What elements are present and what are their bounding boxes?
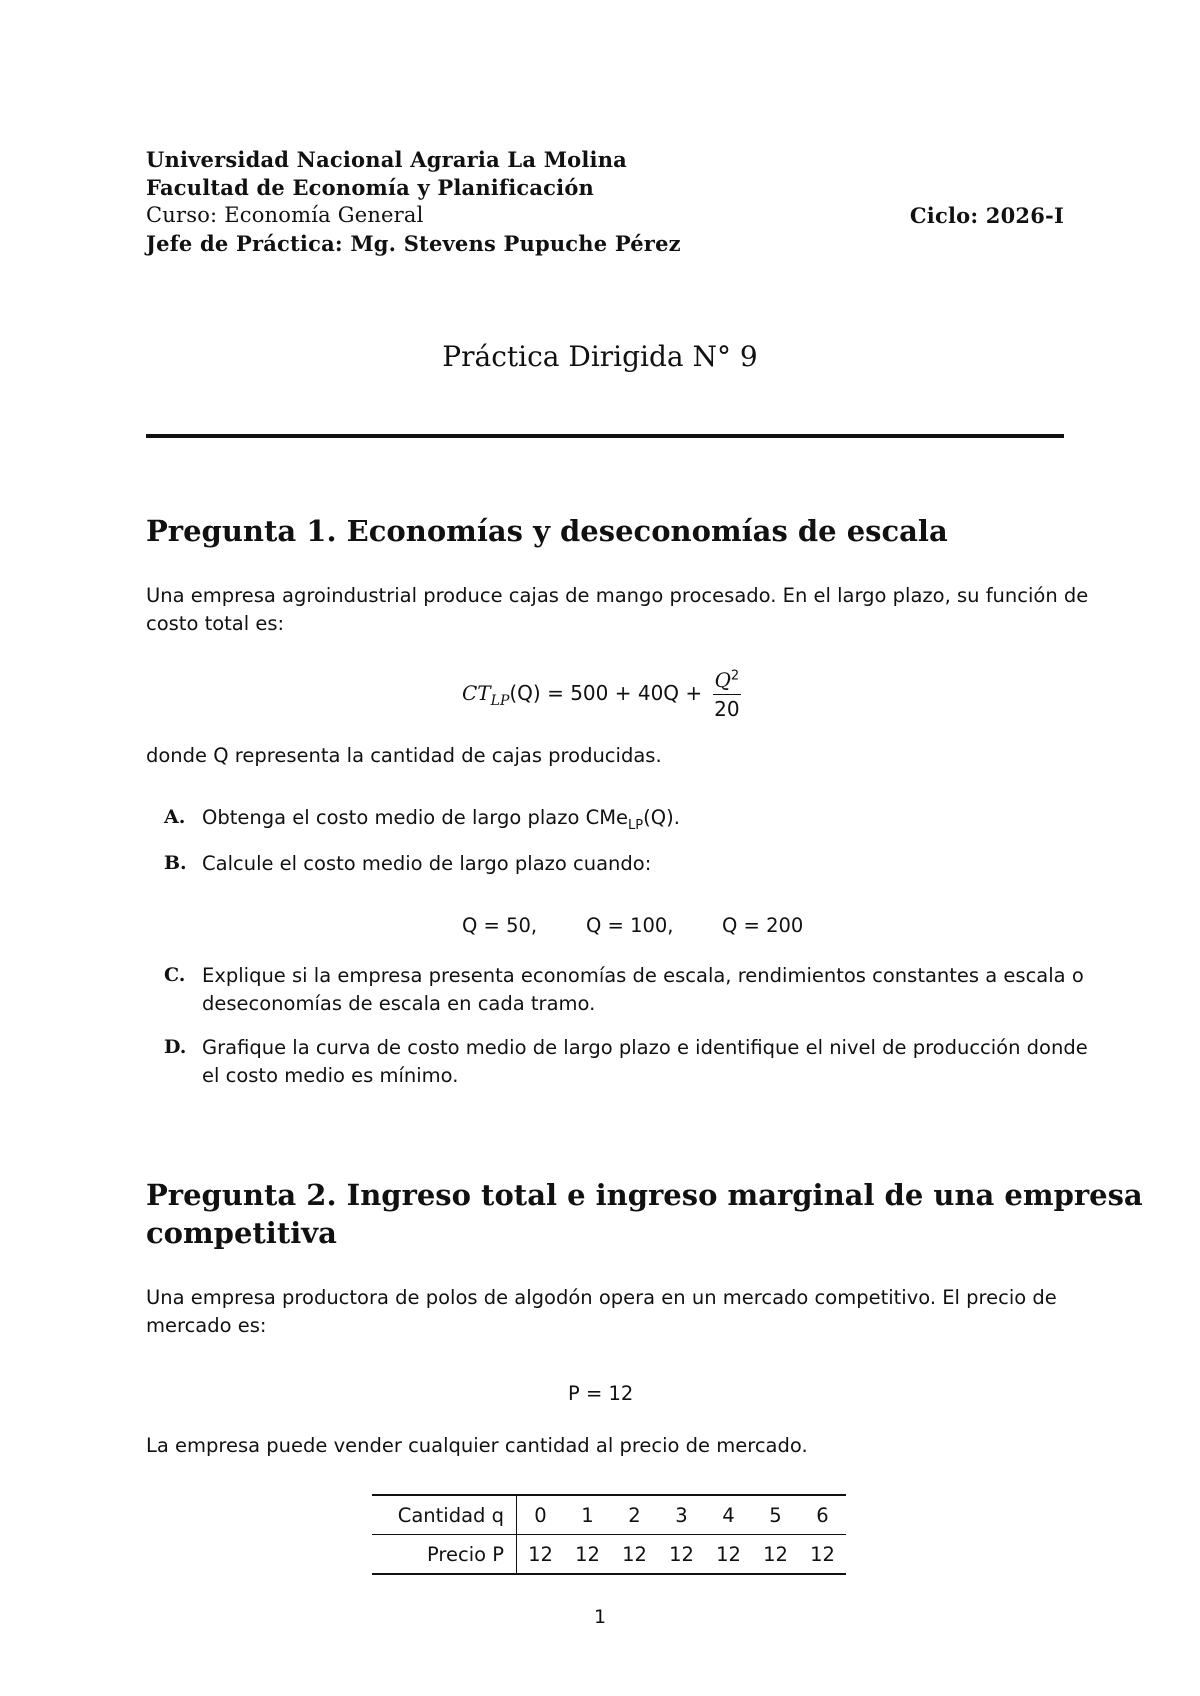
faculty-name: Facultad de Economía y Planificación	[146, 175, 595, 200]
table-cell: 12	[763, 1542, 788, 1566]
course-name: Curso: Economía General	[146, 203, 424, 227]
question-2-title-line-1: Pregunta 2. Ingreso total e ingreso marginal de una empresa	[146, 1178, 1143, 1212]
eq-frac-exp: 2	[730, 668, 740, 684]
item-d-letter: D.	[164, 1036, 187, 1058]
table-row-label: Cantidad q	[372, 1495, 517, 1535]
cost-equation	[462, 668, 741, 721]
q2-intro-line-2: mercado es:	[146, 1314, 267, 1337]
q-value-200: Q = 200	[722, 914, 804, 937]
item-a-text	[202, 806, 680, 833]
table-cell: 12	[716, 1542, 741, 1566]
table-cell: 5	[752, 1495, 799, 1535]
item-a-letter: A.	[164, 806, 186, 828]
eq-rhs: (Q) = 500 + 40Q +	[509, 681, 703, 705]
table-cell: 2	[611, 1495, 658, 1535]
q-value-100: Q = 100,	[586, 914, 674, 937]
page-number: 1	[593, 1606, 607, 1628]
eq-fraction	[713, 668, 742, 721]
item-a-tail: (Q).	[643, 806, 680, 829]
table-cell: 12	[669, 1542, 694, 1566]
page-title: Práctica Dirigida N° 9	[442, 340, 758, 373]
table-cell: 1	[564, 1495, 611, 1535]
q1-intro-line-1: Una empresa agroindustrial produce cajas de mango procesado. En el largo plazo, su función de	[146, 584, 1089, 607]
item-c-letter: C.	[164, 964, 186, 986]
eq-sub: LP	[490, 693, 510, 709]
question-1-title: Pregunta 1. Economías y deseconomías de escala	[146, 514, 948, 548]
eq-frac-num: Q	[714, 668, 731, 692]
eq-frac-den: 20	[714, 697, 740, 721]
instructor-name: Jefe de Práctica: Mg. Stevens Pupuche Pérez	[146, 231, 681, 256]
table-row-label: Precio P	[372, 1535, 517, 1575]
q-value-50: Q = 50,	[462, 914, 538, 937]
item-a-sub: LP	[628, 817, 644, 833]
title-rule	[146, 434, 1064, 438]
table-row	[372, 1535, 846, 1575]
table-cell: 12	[622, 1542, 647, 1566]
price-equation: P = 12	[568, 1382, 634, 1405]
table-cell: 12	[810, 1542, 835, 1566]
q1-after-equation: donde Q representa la cantidad de cajas producidas.	[146, 744, 662, 767]
item-d-line-2: el costo medio es mínimo.	[202, 1064, 459, 1087]
table-cell: 0	[517, 1495, 565, 1535]
cycle-label: Ciclo: 2026-I	[909, 203, 1064, 228]
question-2-title-line-2: competitiva	[146, 1216, 337, 1250]
q2-after-equation: La empresa puede vender cualquier cantidad al precio de mercado.	[146, 1434, 808, 1457]
q2-intro-line-1: Una empresa productora de polos de algodón opera en un mercado competitivo. El precio de	[146, 1286, 1057, 1309]
university-name: Universidad Nacional Agraria La Molina	[146, 147, 627, 172]
eq-ct: CT	[462, 681, 491, 705]
table-cell: 12	[575, 1542, 600, 1566]
quantity-price-table	[372, 1494, 846, 1575]
table-cell: 4	[705, 1495, 752, 1535]
q1-intro-line-2: costo total es:	[146, 612, 285, 635]
item-c-line-2: deseconomías de escala en cada tramo.	[202, 992, 596, 1015]
item-a-main: Obtenga el costo medio de largo plazo CMe	[202, 806, 629, 829]
item-b-text: Calcule el costo medio de largo plazo cuando:	[202, 852, 652, 875]
item-c-line-1: Explique si la empresa presenta economías de escala, rendimientos constantes a escala o	[202, 964, 1084, 987]
item-d-line-1: Grafique la curva de costo medio de largo plazo e identifique el nivel de producción donde	[202, 1036, 1088, 1059]
table-row	[372, 1495, 846, 1535]
table-cell: 6	[799, 1495, 846, 1535]
table-cell: 12	[528, 1542, 553, 1566]
item-b-letter: B.	[164, 852, 187, 874]
table-cell: 3	[658, 1495, 705, 1535]
